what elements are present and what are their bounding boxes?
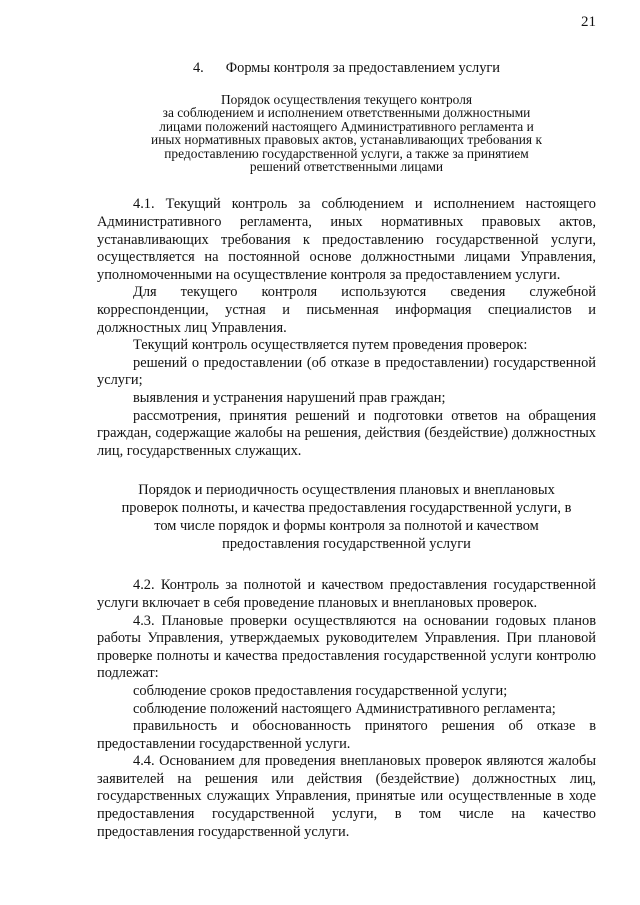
- subheading-line: лицами положений настоящего Административного регламента и: [159, 118, 534, 134]
- paragraph: Текущий контроль осуществляется путем проведения проверок:: [133, 337, 528, 354]
- section-gap: [97, 460, 596, 481]
- paragraph: выявления и устранения нарушений прав граждан;: [133, 389, 446, 406]
- subheading-line: решений ответственными лицами: [249, 159, 444, 175]
- paragraph: соблюдение положений настоящего Административного регламента;: [133, 700, 556, 717]
- subheading-current-control: [97, 93, 596, 173]
- subheading-line: том числе порядок и формы контроля за полнотой и качеством: [154, 518, 539, 535]
- subheading-planned-checks: [97, 481, 596, 553]
- paragraph: 4.1. Текущий контроль за соблюдением и исполнением настоящего Административного регламента, иных нормативных правовых актов, устанавливающих требования к предоставлению государственной услуги, осуществляется на постоянной основе должностными лицами Управления, уполномоченными на осуществление контроля за предоставлением услуги.: [97, 196, 596, 283]
- paragraph: 4.4. Основанием для проведения внеплановых проверок являются жалобы заявителей на решения или действия (бездействие) должностных лиц, государственных служащих Управления, принятые или осуществленные в ходе предоставления государственной услуги, в том числе на качество предоставления государственной услуги.: [97, 753, 596, 840]
- section-number: 4.: [192, 60, 204, 76]
- paragraph: соблюдение сроков предоставления государственной услуги;: [133, 682, 508, 699]
- page-number: 21: [581, 14, 596, 30]
- section-title-text: Формы контроля за предоставлением услуги: [225, 60, 501, 76]
- section-title: [97, 60, 596, 77]
- paragraph: решений о предоставлении (об отказе в предоставлении) государственной услуги;: [97, 354, 596, 389]
- paragraph: Для текущего контроля используются сведения служебной корреспонденции, устная и письменная информация специалистов и должностных лиц Управления.: [97, 284, 596, 336]
- paragraph: правильность и обоснованность принятого решения об отказе в предоставлении государственной услуги.: [97, 718, 596, 752]
- subheading-line: за соблюдением и исполнением ответственными должностными: [162, 105, 531, 121]
- paragraph: 4.3. Плановые проверки осуществляются на основании годовых планов работы Управления, утверждаемых руководителем Управления. При плановой проверке полноты и качества предоставления государственной услуги контролю подлежат:: [97, 612, 596, 682]
- subheading-line: Порядок и периодичность осуществления плановых и внеплановых: [138, 482, 555, 499]
- subheading-line: предоставления государственной услуги: [222, 536, 471, 553]
- subheading-line: иных нормативных правовых актов, устанавливающих требования к: [151, 132, 542, 148]
- subheading-line: проверок полноты, и качества предоставления государственной услуги, в: [121, 500, 572, 517]
- subheading-line: Порядок осуществления текущего контроля: [220, 92, 473, 107]
- paragraph: рассмотрения, принятия решений и подготовки ответов на обращения граждан, содержащие жалобы на решения, действия (бездействие) должностных лиц, государственных служащих.: [97, 407, 596, 459]
- subheading-line: предоставлению государственной услуги, а также за принятием: [164, 145, 529, 161]
- paragraph: 4.2. Контроль за полнотой и качеством предоставления государственной услуги включает в себя проведение плановых и внеплановых проверок.: [97, 577, 596, 611]
- document-body: [97, 60, 596, 841]
